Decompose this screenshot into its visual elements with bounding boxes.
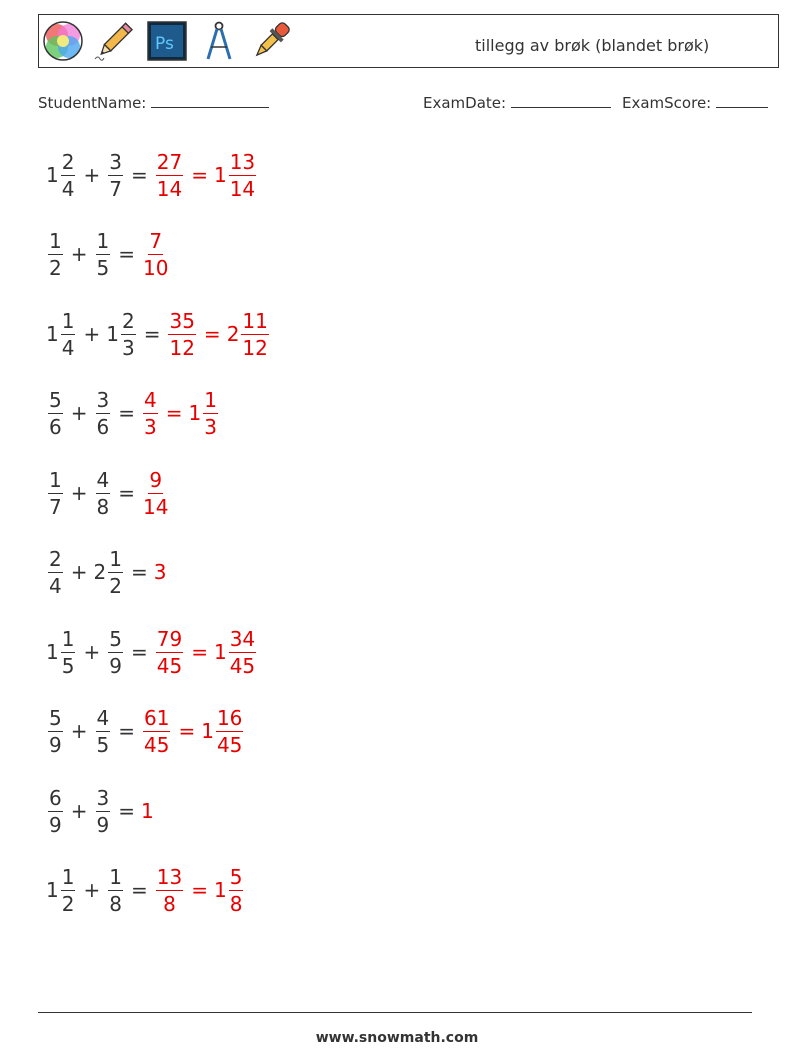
numerator: 1 [109,864,122,889]
addend-2 [93,546,125,598]
addend-1 [46,785,65,837]
denominator: 3 [144,414,157,439]
numerator: 4 [96,467,110,492]
addend-1 [46,149,77,201]
pencil-icon [93,19,137,63]
numerator: 61 [144,705,170,730]
denominator: 12 [242,335,268,360]
numerator: 79 [156,626,183,651]
exam-date-label: ExamDate: [423,94,507,112]
fraction [168,308,195,360]
problem-row [46,463,170,523]
answer [166,308,197,360]
whole-number: 3 [153,560,167,584]
problem-row [46,224,170,284]
fraction [108,149,123,201]
problem-row [46,781,154,841]
denominator: 14 [156,176,183,201]
answer-mixed [201,705,245,757]
fraction [61,864,76,916]
answer [141,705,172,757]
equals-sign: = [118,719,135,743]
problem-row [46,701,245,761]
addend-2 [94,467,113,519]
equals-sign: = [178,719,196,743]
fraction [229,149,256,201]
numerator: 13 [156,864,183,889]
whole-number: 1 [188,401,202,425]
equals-sign: = [118,401,135,425]
exam-score-field [622,93,768,112]
problem-row [46,860,245,920]
exam-date-field [423,93,611,112]
answer-mixed [213,149,258,201]
fraction [96,467,111,519]
whole-number: 1 [213,640,227,664]
problem-row [46,383,220,443]
equals-sign: = [118,481,135,505]
plus-sign: + [83,878,101,902]
fraction [229,626,256,678]
equals-sign: = [130,560,148,584]
whole-number: 2 [93,560,107,584]
plus-sign: + [70,242,88,266]
fraction [156,149,183,201]
numerator: 1 [61,626,75,651]
addend-1 [46,308,77,360]
answer [154,626,185,678]
fraction [48,228,63,280]
numerator: 35 [169,308,195,333]
denominator: 3 [204,414,217,439]
problem-row [46,542,166,602]
fraction [48,785,63,837]
equals-sign: = [203,322,221,346]
answer [154,149,185,201]
plus-sign: + [70,560,88,584]
whole-number: 1 [46,163,59,187]
numerator: 2 [61,149,75,174]
fraction [143,467,169,519]
fraction [96,705,111,757]
addend-1 [46,467,65,519]
denominator: 4 [61,335,75,360]
numerator: 5 [49,705,62,730]
equals-sign: = [118,242,135,266]
equals-sign: = [191,640,208,664]
denominator: 8 [109,891,122,916]
fraction [48,705,63,757]
numerator: 9 [149,467,163,492]
denominator: 4 [61,176,75,201]
exam-date-blank [511,93,611,108]
plus-sign: + [83,322,101,346]
answer-mixed [188,387,220,439]
addend-2 [106,864,125,916]
addend-1 [46,546,65,598]
numerator: 1 [49,228,62,253]
numerator: 1 [49,467,62,492]
denominator: 2 [109,573,122,598]
footer-url: www.snowmath.com [315,1030,479,1046]
addend-2 [106,626,125,678]
equals-sign: = [130,640,148,664]
whole-number: 1 [46,640,59,664]
plus-sign: + [70,401,88,425]
denominator: 9 [109,653,122,678]
denominator: 7 [49,494,62,519]
fraction [121,308,136,360]
addend-1 [46,387,65,439]
numerator: 7 [149,228,163,253]
answer [154,560,167,584]
denominator: 9 [96,812,110,837]
denominator: 5 [61,653,75,678]
denominator: 12 [169,335,195,360]
denominator: 5 [96,255,110,280]
numerator: 2 [49,546,62,571]
fraction [241,308,268,360]
addend-2 [94,228,113,280]
whole-number: 1 [46,878,59,902]
whole-number: 2 [226,322,240,346]
compass-icon [197,19,241,63]
equals-sign: = [143,322,161,346]
fraction [156,864,183,916]
fraction [143,705,170,757]
numerator: 3 [109,149,122,174]
denominator: 6 [96,414,110,439]
denominator: 2 [49,255,62,280]
numerator: 11 [242,308,268,333]
photoshop-icon [145,19,189,63]
answer-mixed [226,308,271,360]
addend-2 [94,387,113,439]
fraction [143,387,158,439]
exam-score-label: ExamScore: [622,94,712,112]
denominator: 45 [144,732,170,757]
fraction [229,864,244,916]
fraction [156,626,183,678]
problem-row [46,304,271,364]
plus-sign: + [83,163,101,187]
numerator: 5 [49,387,62,412]
fraction [96,387,111,439]
numerator: 1 [96,228,110,253]
color-wheel-icon [41,19,85,63]
fraction [48,467,63,519]
denominator: 9 [49,812,62,837]
plus-sign: + [70,481,88,505]
equals-sign: = [191,163,208,187]
numerator: 13 [229,149,256,174]
addend-1 [46,705,65,757]
fraction [61,149,76,201]
whole-number: 1 [106,322,119,346]
addend-1 [46,228,65,280]
answer [154,864,185,916]
addend-2 [106,308,137,360]
fraction [96,785,111,837]
exam-score-blank [716,93,768,108]
answer [141,228,170,280]
addend-2 [94,785,113,837]
whole-number: 1 [141,799,154,823]
addend-2 [106,149,125,201]
fraction [48,546,63,598]
worksheet-header [38,14,779,68]
problem-row [46,622,258,682]
denominator: 8 [96,494,110,519]
numerator: 1 [204,387,217,412]
denominator: 7 [109,176,122,201]
denominator: 6 [49,414,62,439]
eyedropper-icon [249,19,293,63]
denominator: 14 [229,176,256,201]
addend-1 [46,864,77,916]
fraction [61,626,76,678]
footer-divider [38,1012,752,1013]
numerator: 1 [109,546,122,571]
numerator: 34 [229,626,256,651]
header-icons [41,19,293,63]
whole-number: 1 [213,163,227,187]
answer [141,387,160,439]
addend-2 [94,705,113,757]
fraction [216,705,243,757]
answer [141,467,170,519]
numerator: 1 [61,864,75,889]
fraction [108,626,123,678]
denominator: 14 [143,494,169,519]
equals-sign: = [118,799,135,823]
answer-mixed [213,626,258,678]
answer [141,799,154,823]
whole-number: 1 [46,322,59,346]
numerator: 27 [156,149,183,174]
answer-mixed [213,864,245,916]
problem-row [46,145,258,205]
numerator: 4 [96,705,110,730]
denominator: 10 [143,255,169,280]
equals-sign: = [191,878,208,902]
denominator: 8 [229,891,243,916]
denominator: 45 [229,653,256,678]
fraction [108,864,123,916]
denominator: 45 [156,653,183,678]
numerator: 3 [96,785,110,810]
numerator: 2 [121,308,135,333]
worksheet-title: tillegg av brøk (blandet brøk) [475,36,710,55]
denominator: 3 [121,335,135,360]
fraction [108,546,123,598]
fraction [61,308,76,360]
plus-sign: + [70,719,88,743]
denominator: 5 [96,732,110,757]
equals-sign: = [165,401,183,425]
numerator: 16 [216,705,243,730]
fraction [143,228,169,280]
equals-sign: = [130,163,148,187]
numerator: 1 [61,308,75,333]
svg-text:Ps: Ps [155,34,174,54]
fraction [96,228,111,280]
denominator: 9 [49,732,62,757]
numerator: 6 [49,785,62,810]
fraction [203,387,218,439]
denominator: 45 [216,732,243,757]
plus-sign: + [83,640,101,664]
numerator: 5 [109,626,122,651]
student-name-label: StudentName: [38,94,147,112]
addend-1 [46,626,77,678]
numerator: 3 [96,387,110,412]
fraction [48,387,63,439]
denominator: 2 [61,891,75,916]
denominator: 4 [49,573,62,598]
whole-number: 1 [201,719,214,743]
whole-number: 1 [213,878,227,902]
equals-sign: = [130,878,148,902]
student-name-blank [151,93,269,108]
denominator: 8 [163,891,176,916]
numerator: 4 [144,387,157,412]
plus-sign: + [70,799,88,823]
numerator: 5 [229,864,243,889]
student-name-field [38,93,269,112]
